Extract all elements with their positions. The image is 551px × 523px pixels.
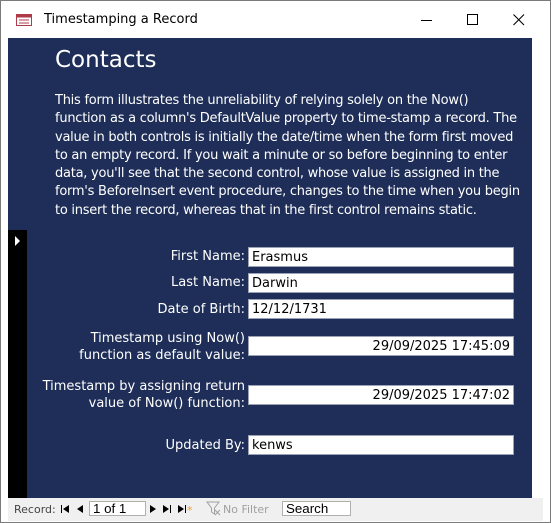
contacts-form	[8, 38, 532, 498]
minimize-button[interactable]	[404, 1, 450, 38]
last-record-icon[interactable]	[161, 503, 173, 515]
maximize-button[interactable]	[450, 1, 496, 38]
next-record-icon[interactable]	[147, 503, 159, 515]
record-label: Record:	[14, 503, 56, 516]
record-navigation-bar	[8, 498, 543, 521]
window-title: Timestamping a Record	[44, 12, 198, 27]
current-record-arrow-icon	[15, 236, 20, 246]
filter-off-icon	[206, 501, 222, 516]
timestamp-default-input[interactable]	[248, 336, 514, 356]
form-right-gutter	[532, 38, 543, 498]
timestamp-assign-label-line2: value of Now() function:	[88, 396, 245, 411]
first-name-label: First Name:	[170, 249, 245, 264]
form-icon	[16, 14, 32, 26]
previous-record-icon[interactable]	[74, 503, 86, 515]
new-record-icon[interactable]	[176, 503, 196, 515]
timestamp-default-label	[79, 330, 245, 364]
filter-label: No Filter	[223, 503, 269, 516]
date-of-birth-label: Date of Birth:	[157, 302, 245, 317]
timestamp-default-label-line2: function as default value:	[79, 348, 245, 363]
maximize-icon	[467, 14, 479, 26]
updated-by-input[interactable]	[248, 435, 514, 455]
search-input[interactable]	[282, 501, 351, 516]
first-record-icon[interactable]	[59, 503, 71, 515]
last-name-input[interactable]	[248, 273, 514, 293]
form-description: This form illustrates the unreliability of relying solely on the Now() function as a column's DefaultValue property to time-stamp a record. The value in both controls is initially the date/time when the form first moved to an empty record. If you wait a minute or so before beginning to enter data, you'll see that the second control, whose value is assigned in the form's BeforeInsert event procedure, changes to the time when you begin to insert the record, whereas that in the first control remains static.	[55, 93, 520, 218]
form-heading: Contacts	[55, 47, 157, 73]
record-selector[interactable]	[8, 230, 27, 498]
close-button[interactable]	[496, 1, 542, 38]
updated-by-label: Updated By:	[165, 438, 245, 453]
minimize-icon	[421, 14, 433, 26]
date-of-birth-input[interactable]	[248, 299, 514, 319]
timestamp-assign-input[interactable]	[248, 385, 514, 405]
title-bar	[1, 1, 550, 38]
timestamp-assign-label-line1: Timestamp by assigning return	[42, 379, 245, 394]
record-position-input[interactable]	[89, 501, 146, 516]
timestamp-default-label-line1: Timestamp using Now()	[90, 331, 245, 346]
last-name-label: Last Name:	[171, 275, 245, 290]
close-icon	[513, 14, 525, 26]
filter-toggle[interactable]	[204, 500, 276, 517]
timestamp-assign-label	[43, 378, 245, 412]
first-name-input[interactable]	[248, 247, 514, 267]
svg-text:*: *	[187, 504, 193, 515]
